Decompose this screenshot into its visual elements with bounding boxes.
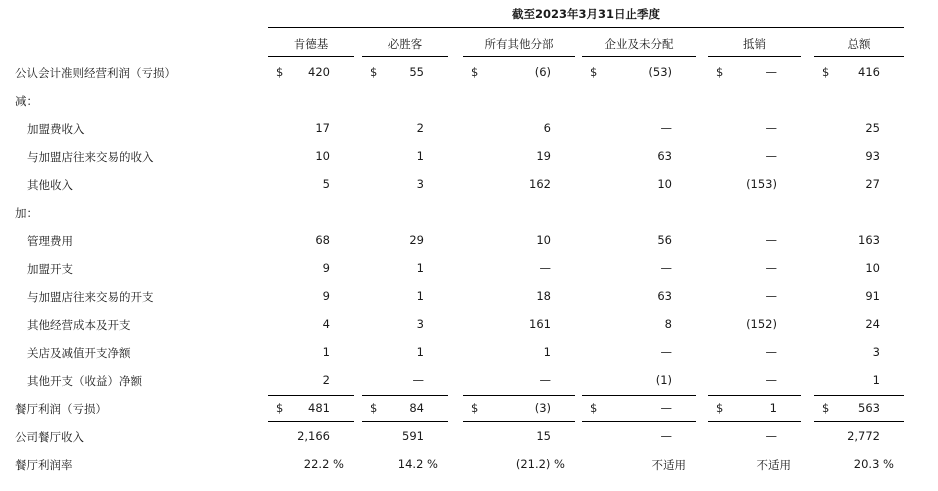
cell-value: (6) bbox=[534, 65, 551, 79]
currency-symbol: $ bbox=[276, 65, 284, 79]
cell-border-line bbox=[582, 421, 696, 422]
cell-value: — bbox=[660, 345, 672, 359]
cell-value: 3 bbox=[416, 317, 424, 331]
cell-value: 162 bbox=[529, 177, 551, 191]
row-label: 餐厅利润率 bbox=[15, 458, 73, 472]
column-corporate-unallocated-header: 企业及未分配 bbox=[604, 37, 674, 51]
table-row bbox=[0, 261, 938, 279]
cell-border-line bbox=[268, 395, 354, 396]
table-row bbox=[0, 457, 938, 475]
period-underline bbox=[268, 27, 904, 28]
table-row bbox=[0, 317, 938, 335]
cell-border-line bbox=[814, 395, 904, 396]
cell-value: — bbox=[660, 121, 672, 135]
column-header-underline bbox=[582, 56, 696, 57]
cell-border-line bbox=[814, 421, 904, 422]
cell-value: — bbox=[765, 429, 777, 443]
cell-value: 2,166 bbox=[297, 429, 330, 443]
cell-value: — bbox=[765, 149, 777, 163]
currency-symbol: $ bbox=[822, 65, 830, 79]
row-label: 公司餐厅收入 bbox=[15, 430, 84, 444]
cell-value: 不适用 bbox=[756, 458, 791, 472]
row-label: 减： bbox=[15, 94, 38, 108]
cell-value: — bbox=[660, 429, 672, 443]
cell-value: 14.2 % bbox=[397, 457, 438, 471]
row-label: 管理费用 bbox=[27, 234, 73, 248]
cell-value: (21.2) % bbox=[515, 457, 565, 471]
cell-value: 10 bbox=[865, 261, 880, 275]
cell-value: 1 bbox=[416, 261, 424, 275]
currency-symbol: $ bbox=[590, 65, 598, 79]
row-label: 餐厅利润（亏损） bbox=[15, 402, 107, 416]
table-row bbox=[0, 401, 938, 419]
currency-symbol: $ bbox=[716, 401, 724, 415]
cell-value: 不适用 bbox=[651, 458, 686, 472]
cell-border-line bbox=[708, 395, 801, 396]
cell-value: — bbox=[765, 261, 777, 275]
cell-value: — bbox=[765, 121, 777, 135]
cell-value: 56 bbox=[657, 233, 672, 247]
cell-value: 22.2 % bbox=[303, 457, 344, 471]
cell-value: 18 bbox=[536, 289, 551, 303]
cell-value: (153) bbox=[746, 177, 777, 191]
cell-value: — bbox=[765, 345, 777, 359]
cell-value: 1 bbox=[416, 149, 424, 163]
cell-value: 55 bbox=[409, 65, 424, 79]
row-label: 与加盟店往来交易的开支 bbox=[27, 290, 154, 304]
cell-value: 563 bbox=[858, 401, 880, 415]
cell-value: (3) bbox=[534, 401, 551, 415]
cell-value: 63 bbox=[657, 149, 672, 163]
column-all-other-segments-header: 所有其他分部 bbox=[484, 37, 554, 51]
row-label: 公认会计准则经营利润（亏损） bbox=[15, 66, 176, 80]
cell-value: 161 bbox=[529, 317, 551, 331]
row-label: 加盟费收入 bbox=[27, 122, 85, 136]
table-row bbox=[0, 93, 938, 111]
cell-value: 2 bbox=[322, 373, 330, 387]
cell-value: — bbox=[412, 373, 424, 387]
column-header-underline bbox=[362, 56, 448, 57]
cell-border-line bbox=[463, 421, 575, 422]
cell-value: — bbox=[660, 401, 672, 415]
cell-value: 1 bbox=[322, 345, 330, 359]
cell-value: 481 bbox=[308, 401, 330, 415]
cell-value: 3 bbox=[416, 177, 424, 191]
cell-value: 1 bbox=[872, 373, 880, 387]
cell-value: 91 bbox=[865, 289, 880, 303]
table-row bbox=[0, 121, 938, 139]
row-label: 其他收入 bbox=[27, 178, 73, 192]
cell-value: — bbox=[765, 373, 777, 387]
currency-symbol: $ bbox=[716, 65, 724, 79]
table-row bbox=[0, 373, 938, 391]
column-header-underline bbox=[268, 56, 354, 57]
column-total-header: 总额 bbox=[847, 37, 871, 51]
cell-value: 163 bbox=[858, 233, 880, 247]
table-row bbox=[0, 205, 938, 223]
cell-value: 1 bbox=[543, 345, 551, 359]
currency-symbol: $ bbox=[370, 401, 378, 415]
cell-value: 591 bbox=[402, 429, 424, 443]
column-header-underline bbox=[463, 56, 575, 57]
cell-value: 24 bbox=[865, 317, 880, 331]
cell-value: 10 bbox=[657, 177, 672, 191]
cell-value: 25 bbox=[865, 121, 880, 135]
cell-value: 6 bbox=[543, 121, 551, 135]
cell-value: 1 bbox=[769, 401, 777, 415]
table-row bbox=[0, 429, 938, 447]
cell-value: 2,772 bbox=[847, 429, 880, 443]
cell-value: 84 bbox=[409, 401, 424, 415]
cell-border-line bbox=[268, 421, 354, 422]
column-eliminations-header: 抵销 bbox=[743, 37, 766, 51]
table-row bbox=[0, 233, 938, 251]
currency-symbol: $ bbox=[822, 401, 830, 415]
cell-value: 10 bbox=[536, 233, 551, 247]
cell-value: (1) bbox=[655, 373, 672, 387]
column-pizza-hut-header: 必胜客 bbox=[387, 37, 423, 51]
cell-border-line bbox=[708, 421, 801, 422]
cell-value: 4 bbox=[322, 317, 330, 331]
row-label: 加： bbox=[15, 206, 38, 220]
column-kfc-header: 肯德基 bbox=[293, 37, 329, 51]
cell-value: 416 bbox=[858, 65, 880, 79]
cell-border-line bbox=[463, 395, 575, 396]
cell-value: 15 bbox=[536, 429, 551, 443]
cell-value: — bbox=[765, 289, 777, 303]
currency-symbol: $ bbox=[276, 401, 284, 415]
cell-value: 420 bbox=[308, 65, 330, 79]
table-row bbox=[0, 289, 938, 307]
row-label: 关店及减值开支净额 bbox=[27, 346, 131, 360]
table-row bbox=[0, 177, 938, 195]
cell-border-line bbox=[362, 395, 448, 396]
table-row bbox=[0, 65, 938, 83]
cell-value: 8 bbox=[664, 317, 672, 331]
row-label: 其他开支（收益）净额 bbox=[27, 374, 142, 388]
cell-value: 68 bbox=[315, 233, 330, 247]
cell-value: 17 bbox=[315, 121, 330, 135]
cell-value: 63 bbox=[657, 289, 672, 303]
currency-symbol: $ bbox=[471, 401, 479, 415]
cell-value: 9 bbox=[322, 289, 330, 303]
table-row bbox=[0, 149, 938, 167]
cell-value: — bbox=[539, 373, 551, 387]
cell-value: 27 bbox=[865, 177, 880, 191]
cell-value: 2 bbox=[416, 121, 424, 135]
cell-value: 19 bbox=[536, 149, 551, 163]
column-header-underline bbox=[708, 56, 801, 57]
cell-border-line bbox=[582, 395, 696, 396]
cell-value: — bbox=[660, 261, 672, 275]
cell-border-line bbox=[362, 421, 448, 422]
cell-value: 3 bbox=[872, 345, 880, 359]
currency-symbol: $ bbox=[370, 65, 378, 79]
period-header: 截至2023年3月31日止季度 bbox=[511, 7, 660, 21]
cell-value: — bbox=[765, 65, 777, 79]
cell-value: 1 bbox=[416, 289, 424, 303]
cell-value: 20.3 % bbox=[853, 457, 894, 471]
row-label: 加盟开支 bbox=[27, 262, 73, 276]
table-row bbox=[0, 345, 938, 363]
cell-value: 9 bbox=[322, 261, 330, 275]
cell-value: 29 bbox=[409, 233, 424, 247]
cell-value: 10 bbox=[315, 149, 330, 163]
cell-value: (152) bbox=[746, 317, 777, 331]
cell-value: (53) bbox=[648, 65, 672, 79]
cell-value: — bbox=[765, 233, 777, 247]
cell-value: 5 bbox=[322, 177, 330, 191]
currency-symbol: $ bbox=[471, 65, 479, 79]
currency-symbol: $ bbox=[590, 401, 598, 415]
column-header-underline bbox=[814, 56, 904, 57]
cell-value: — bbox=[539, 261, 551, 275]
row-label: 其他经营成本及开支 bbox=[27, 318, 131, 332]
cell-value: 1 bbox=[416, 345, 424, 359]
row-label: 与加盟店往来交易的收入 bbox=[27, 150, 154, 164]
cell-value: 93 bbox=[865, 149, 880, 163]
